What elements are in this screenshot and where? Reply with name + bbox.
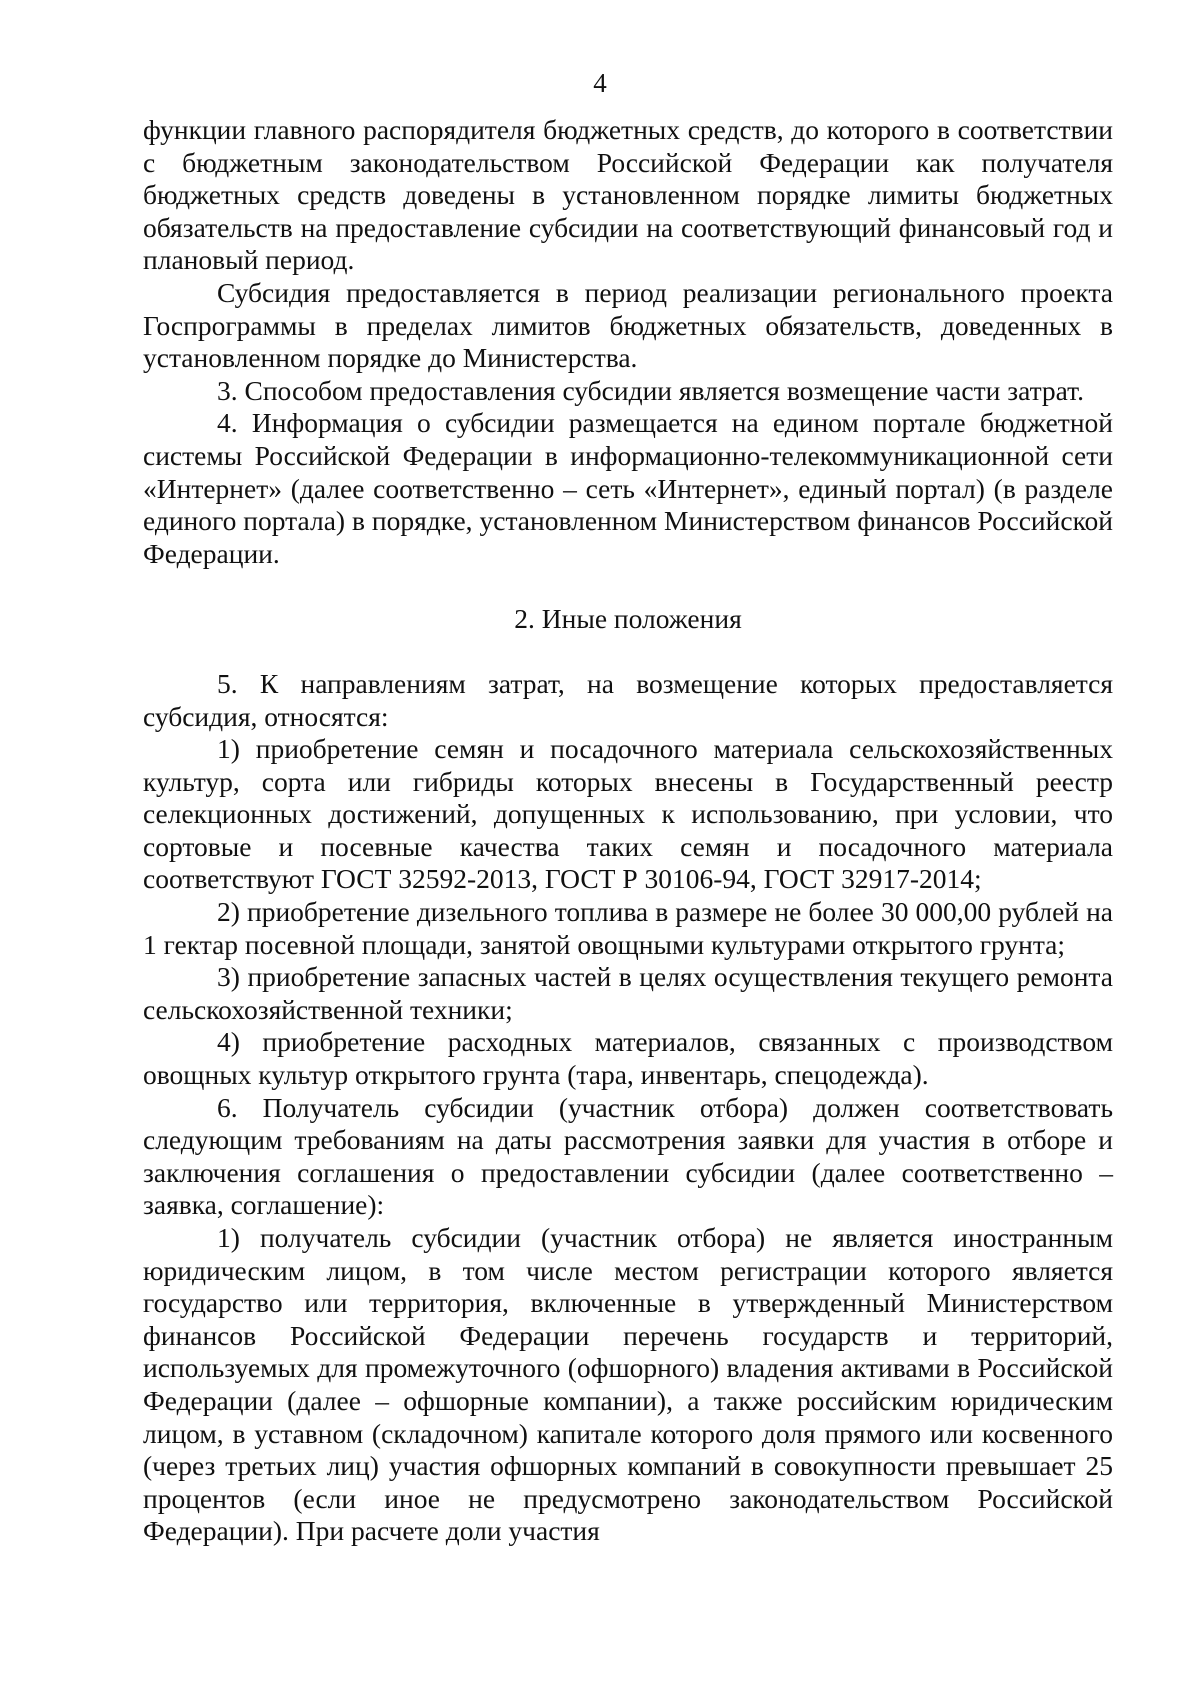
page-number: 4: [593, 68, 607, 98]
paragraph: 3) приобретение запасных частей в целях осуществления текущего ремонта сельскохозяйственной техники;: [143, 961, 1113, 1025]
paragraphs-after-heading: [143, 668, 1113, 1548]
document-body: [143, 114, 1113, 1548]
paragraph: 1) получатель субсидии (участник отбора) не является иностранным юридическим лицом, в том числе местом регистрации которого является государство или территория, включенные в утвержденный Министерством финансов Российской Федерации перечень государств и территорий, используемых для промежуточного (офшорного) владения активами в Российской Федерации (далее – офшорные компании), а также российским юридическим лицом, в уставном (складочном) капитале которого доля прямого или косвенного (через третьих лиц) участия офшорных компаний в совокупности превышает 25 процентов (если иное не предусмотрено законодательством Российской Федерации). При расчете доли участия: [143, 1222, 1113, 1547]
paragraph: 4) приобретение расходных материалов, связанных с производством овощных культур открытого грунта (тара, инвентарь, спецодежда).: [143, 1026, 1113, 1091]
section-heading: 2. Иные положения: [514, 603, 742, 635]
paragraph: Субсидия предоставляется в период реализации регионального проекта Госпрограммы в пределах лимитов бюджетных обязательств, доведенных в установленном порядке до Министерства.: [143, 276, 1113, 374]
paragraph: 4. Информация о субсидии размещается на едином портале бюджетной системы Российской Федерации в информационно-телекоммуникационной сети «Интернет» (далее соответственно – сеть «Интернет», единый портал) (в разделе единого портала) в порядке, установленном Министерством финансов Российской Федерации.: [143, 407, 1113, 569]
paragraph: функции главного распорядителя бюджетных средств, до которого в соответствии с бюджетным законодательством Российской Федерации как получателя бюджетных средств доведены в установленном порядке лимиты бюджетных обязательств на предоставление субсидии на соответствующий финансовый год и плановый период.: [143, 114, 1113, 276]
paragraph: 5. К направлениям затрат, на возмещение которых предоставляется субсидия, относятся:: [143, 667, 1113, 732]
paragraph: 6. Получатель субсидии (участник отбора) должен соответствовать следующим требованиям на даты рассмотрения заявки для участия в отборе и заключения соглашения о предоставлении субсидии (далее соответственно – заявка, соглашение):: [143, 1091, 1113, 1221]
paragraph: 1) приобретение семян и посадочного материала сельскохозяйственных культур, сорта или гибриды которых внесены в Государственный реестр селекционных достижений, допущенных к использованию, при условии, что сортовые и посевные качества таких семян и посадочного материала соответствуют ГОСТ 32592-2013, ГОСТ Р 30106-94, ГОСТ 32917-2014;: [143, 733, 1113, 895]
paragraph: 3. Способом предоставления субсидии является возмещение части затрат.: [217, 374, 1084, 406]
paragraph: 2) приобретение дизельного топлива в размере не более 30 000,00 рублей на 1 гектар посевной площади, занятой овощными культурами открытого грунта;: [143, 896, 1113, 960]
paragraphs-before-heading: [143, 114, 1113, 570]
